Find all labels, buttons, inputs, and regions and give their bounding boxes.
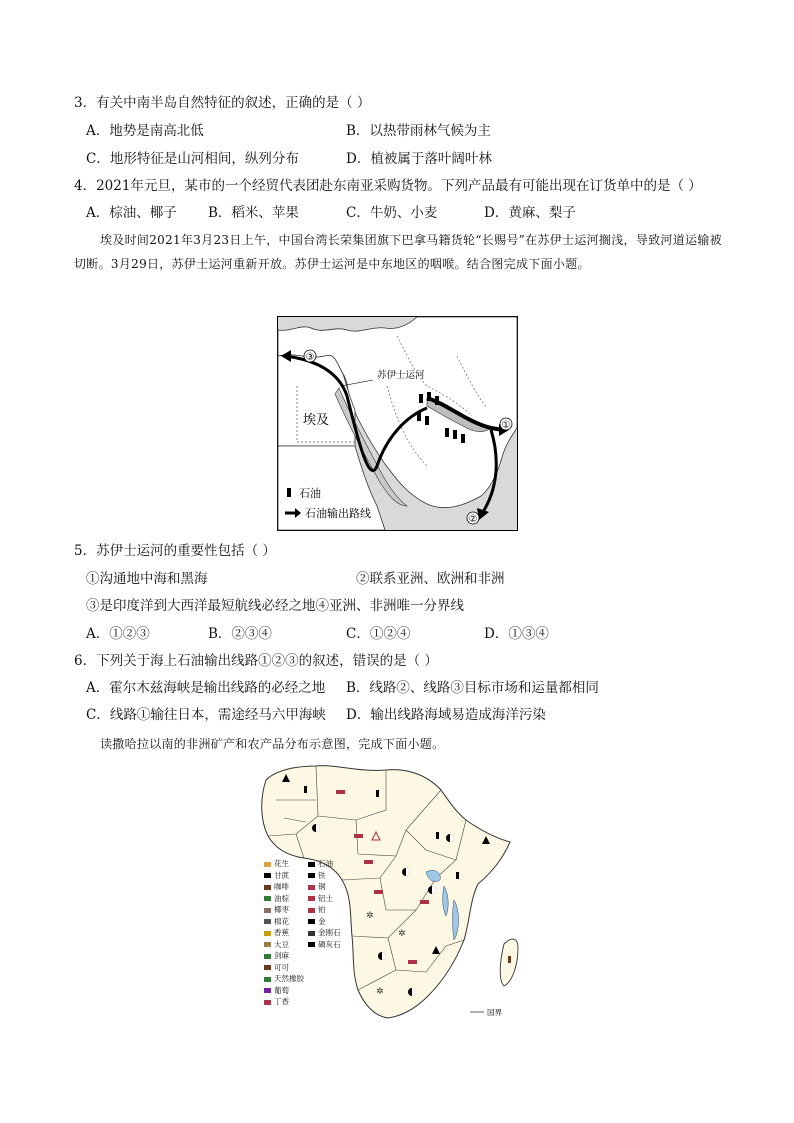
agri-legend-icon	[264, 908, 271, 913]
agri-legend-item	[264, 950, 289, 961]
q6-option-c[interactable]: C．线路①输往日本，需途经马六甲海峡	[86, 707, 326, 723]
agri-legend-label: 大豆	[274, 939, 289, 949]
agri-legend-label: 棉花	[274, 916, 289, 926]
agri-legend-label: 丁香	[274, 997, 289, 1006]
q5-statement-3-4: ③是印度洋到大西洋最短航线必经之地④亚洲、非洲唯一分界线	[86, 598, 464, 614]
q3-option-c[interactable]: C．地形特征是山河相间，纵列分布	[86, 151, 299, 167]
mineral-legend-item	[308, 904, 326, 915]
agri-legend-label: 天然橡胶	[274, 974, 304, 983]
legend-route-label: 石油输出路线	[305, 507, 371, 520]
svg-text:✲: ✲	[366, 911, 374, 921]
mineral-legend-icon	[308, 908, 315, 913]
agri-legend-item	[264, 973, 304, 984]
mineral-legend-label: 金	[318, 916, 326, 926]
agri-legend-item	[264, 858, 289, 869]
q3-option-d[interactable]: D．植被属于落叶阔叶林	[346, 151, 492, 167]
passage-suez: 埃及时间2021年3月23日上午，中国台湾长荣集团旗下巴拿马籍货轮“长赐号”在苏伊士运河搁浅，导致河道运输被切断。3月29日，苏伊士运河重新开放。苏伊士运河是中东地区的咽喉。结合图完成下面小题。	[74, 233, 722, 271]
mineral-legend-icon	[308, 919, 315, 924]
mineral-legend-item	[308, 870, 326, 881]
agri-legend-item	[264, 927, 289, 938]
agri-legend-label: 花生	[274, 859, 289, 868]
suez-canal-label: 苏伊士运河	[377, 370, 425, 381]
mineral-legend-item	[308, 893, 333, 904]
q6-stem: 6．下列关于海上石油输出线路①②③的叙述，错误的是（ ）	[74, 653, 438, 669]
agri-legend-icon	[264, 873, 271, 878]
q4-stem: 4．2021年元旦，某市的一个经贸代表团赴东南亚采购货物。下列产品最有可能出现在订货单中的是（ ）	[74, 178, 702, 194]
mineral-legend-icon	[308, 942, 315, 947]
q3-stem: 3．有关中南半岛自然特征的叙述，正确的是（ ）	[74, 95, 371, 111]
agri-legend-icon	[264, 896, 271, 901]
agri-legend-icon	[264, 862, 271, 867]
q6-option-d[interactable]: D．输出线路海域易造成海洋污染	[346, 707, 546, 723]
boundary-legend-label: 国界	[487, 1008, 502, 1017]
agri-legend-item	[264, 962, 289, 973]
agri-legend-label: 可可	[274, 962, 289, 972]
agri-legend-label: 椰枣	[274, 905, 289, 914]
agri-legend-icon	[264, 977, 271, 982]
mineral-legend-label: 铝土	[318, 893, 333, 903]
legend-oil-label: 石油	[299, 487, 321, 500]
africa-map	[256, 760, 552, 1026]
mineral-legend-item	[308, 916, 326, 927]
q5-statement-1: ①沟通地中海和黑海	[86, 571, 208, 587]
agri-legend-icon	[264, 919, 271, 924]
q3-option-a[interactable]: A．地势是南高北低	[86, 123, 204, 139]
q4-option-b[interactable]: B．稻米、苹果	[208, 205, 299, 221]
agri-legend-icon	[264, 954, 271, 959]
q5-option-d[interactable]: D．①③④	[484, 626, 549, 642]
agri-legend-item	[264, 893, 289, 904]
q4-option-d[interactable]: D．黄麻、梨子	[484, 205, 576, 221]
agri-legend-item	[264, 985, 289, 996]
mineral-legend-label: 磷灰石	[318, 939, 341, 949]
oil-legend-icon	[287, 488, 291, 497]
mineral-legend-icon	[308, 896, 315, 901]
passage-africa: 读撒哈拉以南的非洲矿产和农产品分布示意图，完成下面小题。	[100, 737, 445, 751]
q5-statement-2: ②联系亚洲、欧洲和非洲	[356, 571, 505, 587]
svg-text:✲: ✲	[398, 929, 406, 939]
q6-option-a[interactable]: A．霍尔木兹海峡是输出线路的必经之地	[86, 680, 326, 696]
mineral-legend-icon	[308, 862, 315, 867]
q5-option-a[interactable]: A．①②③	[86, 626, 150, 642]
mineral-legend-item	[308, 939, 341, 950]
mineral-legend-item	[308, 858, 333, 869]
route-2-label: ②	[468, 514, 478, 525]
agri-legend-item	[264, 916, 289, 927]
egypt-label: 埃及	[303, 413, 330, 428]
mineral-legend-icon	[308, 931, 315, 936]
agri-legend-icon	[264, 965, 271, 970]
q5-stem: 5．苏伊士运河的重要性包括（ ）	[74, 543, 276, 559]
mineral-legend-label: 金刚石	[318, 928, 341, 937]
middle-east-map	[277, 316, 518, 531]
q5-option-c[interactable]: C．①②④	[346, 626, 411, 642]
route-1-label: ①	[501, 420, 511, 431]
agri-legend-item	[264, 904, 289, 915]
agri-legend-label: 葡萄	[274, 985, 289, 995]
q4-option-a[interactable]: A．棕油、椰子	[86, 205, 177, 221]
agri-legend-item	[264, 996, 289, 1007]
agri-legend-item	[264, 939, 289, 950]
mineral-legend-item	[308, 881, 326, 892]
agri-legend-icon	[264, 988, 271, 993]
agri-legend-item	[264, 870, 289, 881]
mineral-legend-label: 铂	[318, 905, 326, 914]
agri-legend-icon	[264, 931, 271, 936]
agri-legend-label: 甘蔗	[274, 870, 289, 880]
mineral-legend-label: 铁	[318, 870, 326, 880]
agri-legend-icon	[264, 942, 271, 947]
agri-legend-icon	[264, 1000, 271, 1005]
q5-option-b[interactable]: B．②③④	[208, 626, 272, 642]
q4-option-c[interactable]: C．牛奶、小麦	[346, 205, 438, 221]
q6-option-b[interactable]: B．线路②、线路③目标市场和运量都相同	[346, 680, 599, 696]
agri-legend-label: 剑麻	[274, 951, 289, 960]
mineral-legend-icon	[308, 873, 315, 878]
q3-option-b[interactable]: B．以热带雨林气候为主	[346, 123, 491, 139]
route-3-label: ③	[305, 352, 315, 363]
agri-legend-item	[264, 881, 289, 892]
mineral-legend-icon	[308, 885, 315, 890]
mineral-legend-label: 石油	[318, 859, 333, 868]
mineral-legend-label: 铜	[318, 882, 326, 891]
agri-legend-label: 咖啡	[274, 882, 289, 891]
agri-legend-icon	[264, 885, 271, 890]
agri-legend-label: 香蕉	[274, 928, 289, 937]
agri-legend-label: 油棕	[274, 893, 289, 903]
svg-text:✲: ✲	[376, 987, 384, 997]
mineral-legend-item	[308, 927, 341, 938]
